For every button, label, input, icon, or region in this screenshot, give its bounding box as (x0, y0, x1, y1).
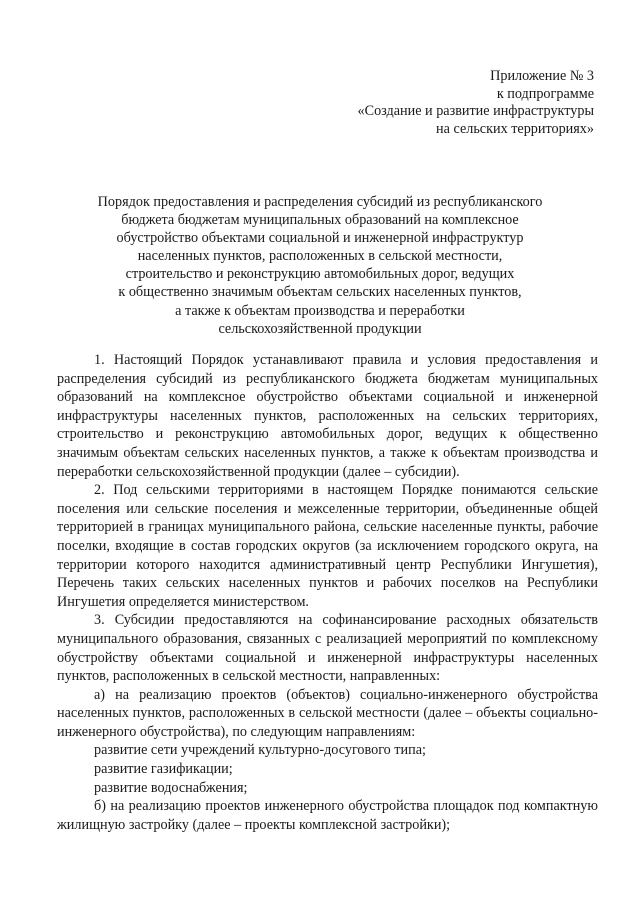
title-line: населенных пунктов, расположенных в сельской местности, (137, 248, 503, 265)
title-line: Порядок предоставления и распределения субсидий из республиканского (97, 194, 543, 210)
annex-line: на сельских территориях» (436, 120, 594, 137)
list-item: развитие водоснабжения; (94, 779, 248, 796)
title-line: к общественно значимым объектам сельских населенных пунктов, (118, 284, 522, 301)
list-item: развитие газификации; (94, 761, 233, 778)
annex-line: к подпрограмме (496, 85, 594, 102)
document-title (70, 193, 570, 338)
paragraph-2: 2. Под сельскими территориями в настоящем Порядке понимаются сельские поселения или сельские поселения и межселенные территории, объединенные общей территорией в границах муниципального района, сельские населенные пункты, рабочие поселки, входящие в состав городских округов (за исключением городского округа, на территории которого находится административный центр Республики Ингушетия), Перечень таких сельских населенных пунктов и рабочих поселков на Республики Ингушетия определяется министерством. (57, 482, 598, 610)
list-item: развитие сети учреждений культурно-досугового типа; (94, 742, 426, 759)
paragraph-3: 3. Субсидии предоставляются на софинансирование расходных обязательств муниципального образования, связанных с реализацией мероприятий по комплексному обустройству объектами социальной и инженерной инфраструктуры населенных пунктов, расположенных в сельской местности, направленных: (57, 612, 598, 685)
paragraph-3a: а) на реализацию проектов (объектов) социально-инженерного обустройства населенных пунктов, расположенных в сельской местности (далее – объекты социально-инженерного обустройства), по следующим направлениям: (57, 686, 598, 740)
annex-header (358, 68, 594, 138)
title-line: сельскохозяйственной продукции (218, 320, 422, 337)
title-line: строительство и реконструкцию автомобильных дорог, ведущих (125, 266, 515, 283)
title-line: обустройство объектами социальной и инженерной инфраструктур (116, 230, 524, 247)
paragraph-1: 1. Настоящий Порядок устанавливают правила и условия предоставления и распределения субсидий из республиканского бюджета бюджетам муниципальных образований на комплексное обустройство объектами социальной и инженерной инфраструктуры населенных пунктов, расположенных на сельских территориях, строительство и реконструкцию автомобильных дорог, ведущих к общественно значимым объектам сельских населенных пунктов, а также к объектам производства и переработки сельскохозяйственной продукции (далее – субсидии). (57, 352, 598, 480)
annex-line: Приложение № 3 (490, 68, 594, 84)
title-line: а также к объектам производства и переработки (175, 302, 465, 319)
title-line: бюджета бюджетам муниципальных образований на комплексное (121, 212, 519, 229)
annex-line: «Создание и развитие инфраструктуры (357, 103, 594, 119)
paragraph-3b: б) на реализацию проектов инженерного обустройства площадок под компактную жилищную застройку (далее – проекты комплексной застройки); (57, 798, 598, 833)
document-body (57, 351, 598, 834)
